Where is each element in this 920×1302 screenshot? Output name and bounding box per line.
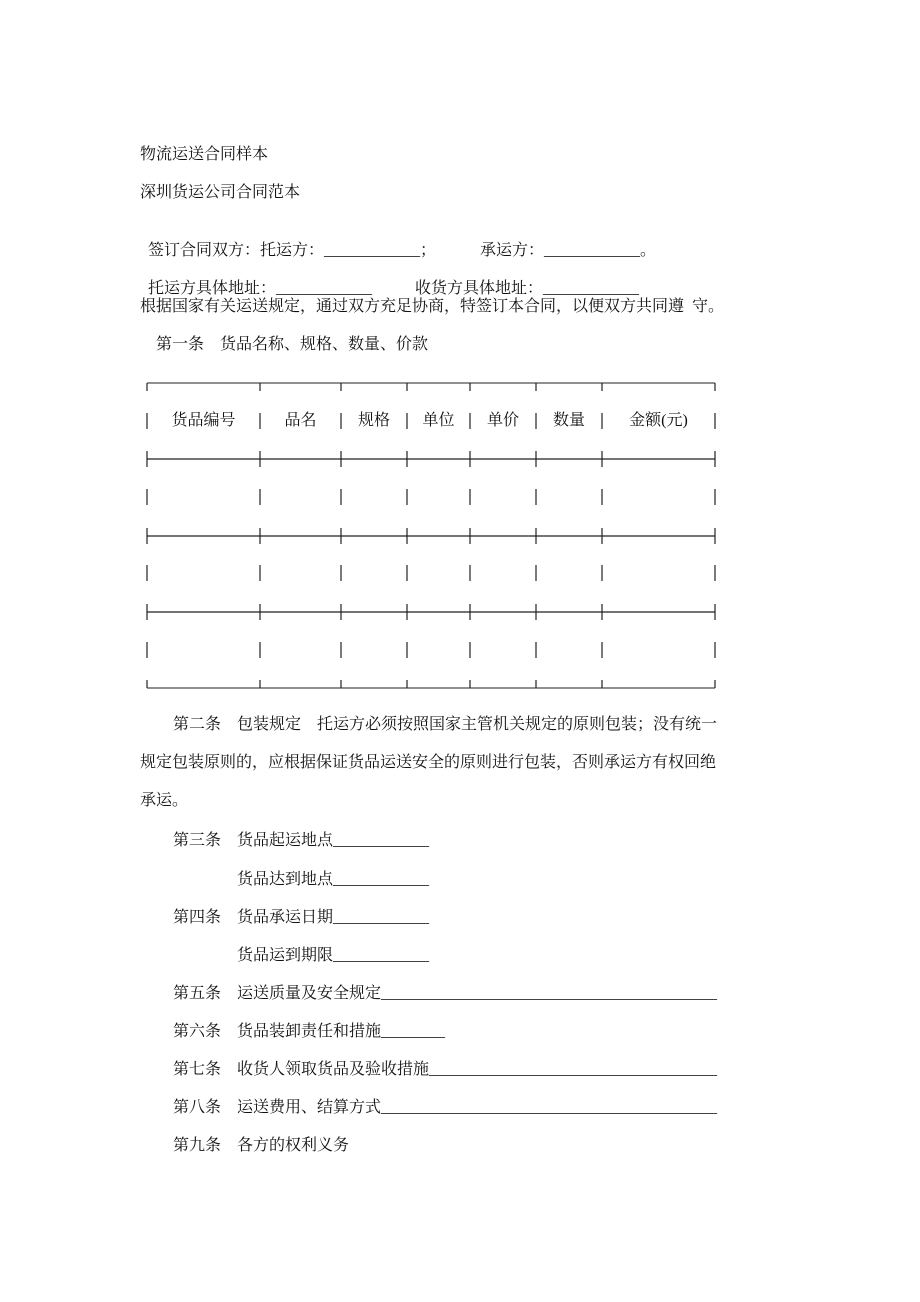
shipper-label: 签订合同双方：托运方： [148, 242, 325, 259]
table-cell[interactable] [341, 487, 407, 507]
table-cell[interactable] [341, 563, 407, 583]
table-cell[interactable] [260, 563, 341, 583]
table-cell[interactable] [407, 487, 470, 507]
article-item [237, 1060, 717, 1080]
table-cell[interactable] [407, 563, 470, 583]
receiver-address-label: 收货方具体地址： [415, 280, 544, 297]
article-text: 收货人领取货品及验收措施 [237, 1061, 430, 1078]
table-cell[interactable] [602, 640, 715, 660]
table-header-cell: 品名 [284, 412, 317, 429]
article-blank[interactable]: ________ [381, 1023, 446, 1040]
article-item [237, 908, 429, 928]
document-title: 物流运送合同样本 [140, 146, 269, 163]
article-item [237, 870, 429, 890]
article-2-line-2: 规定包装原则的，应根据保证货品运送安全的原则进行包装，否则承运方有权回绝 [140, 754, 717, 771]
article-item [237, 831, 429, 851]
article-text: 运送费用、结算方式 [237, 1099, 382, 1116]
table-cell[interactable] [341, 640, 407, 660]
shipper-address-blank[interactable]: ____________ [276, 280, 373, 297]
receiver-address-blank[interactable]: ____________ [543, 280, 640, 297]
table-header-cell: 单位 [422, 412, 455, 429]
preamble: 根据国家有关运送规定，通过双方充足协商，特签订本合同，以便双方共同遵 守。 [140, 298, 725, 315]
article-blank[interactable]: ____________ [333, 871, 430, 888]
article-blank[interactable]: ____________________________________ [429, 1061, 718, 1078]
article-label: 第七条 [173, 1061, 222, 1078]
table-cell[interactable] [536, 640, 602, 660]
article-item [237, 1022, 445, 1042]
table-cell[interactable] [470, 487, 536, 507]
table-cell[interactable] [147, 640, 260, 660]
article-item [237, 1136, 349, 1156]
table-cell[interactable] [470, 640, 536, 660]
article-2-line-3: 承运。 [140, 792, 189, 809]
article-blank[interactable]: ____________ [333, 947, 430, 964]
shipper-blank[interactable]: ____________ [324, 242, 421, 259]
table-header-cell: 规格 [357, 412, 390, 429]
table-cell[interactable] [147, 563, 260, 583]
article-2-line-1: 第二条 包装规定 托运方必须按照国家主管机关规定的原则包装；没有统一 [173, 716, 718, 733]
article-item [237, 946, 429, 966]
article-1-heading: 第一条 货品名称、规格、数量、价款 [156, 336, 429, 353]
shipper-address-label: 托运方具体地址： [148, 280, 277, 297]
article-item [237, 984, 717, 1004]
article-item [237, 1098, 717, 1118]
article-text: 货品起运地点 [237, 832, 334, 849]
article-text: 各方的权利义务 [237, 1137, 350, 1154]
table-header-cell: 货品编号 [171, 412, 236, 429]
article-text: 货品运到期限 [237, 947, 334, 964]
article-label: 第六条 [173, 1023, 222, 1040]
carrier-label: 承运方： [480, 242, 545, 259]
article-label: 第三条 [173, 832, 222, 849]
article-text: 运送质量及安全规定 [237, 985, 382, 1002]
table-cell[interactable] [260, 487, 341, 507]
table-cell[interactable] [602, 487, 715, 507]
article-blank[interactable]: __________________________________________ [381, 985, 718, 1002]
document-subtitle: 深圳货运公司合同范本 [140, 184, 301, 201]
table-cell[interactable] [536, 563, 602, 583]
article-text: 货品装卸责任和措施 [237, 1023, 382, 1040]
table-header-cell: 数量 [552, 412, 585, 429]
article-blank[interactable]: ____________ [333, 909, 430, 926]
article-blank[interactable]: __________________________________________ [381, 1099, 718, 1116]
table-header-cell: 金额(元) [629, 412, 688, 429]
table-cell[interactable] [536, 487, 602, 507]
table-cell[interactable] [602, 563, 715, 583]
article-label: 第五条 [173, 985, 222, 1002]
article-text: 货品达到地点 [237, 871, 334, 888]
table-cell[interactable] [260, 640, 341, 660]
article-blank[interactable]: ____________ [333, 832, 430, 849]
carrier-end: 。 [640, 242, 657, 259]
table-cell[interactable] [147, 487, 260, 507]
article-label: 第四条 [173, 909, 222, 926]
table-header-cell: 单价 [486, 412, 519, 429]
table-cell[interactable] [470, 563, 536, 583]
carrier-blank[interactable]: ____________ [544, 242, 641, 259]
article-label: 第八条 [173, 1099, 222, 1116]
table-cell[interactable] [407, 640, 470, 660]
shipper-end: ； [420, 242, 437, 259]
article-text: 货品承运日期 [237, 909, 334, 926]
article-label: 第九条 [173, 1137, 222, 1154]
